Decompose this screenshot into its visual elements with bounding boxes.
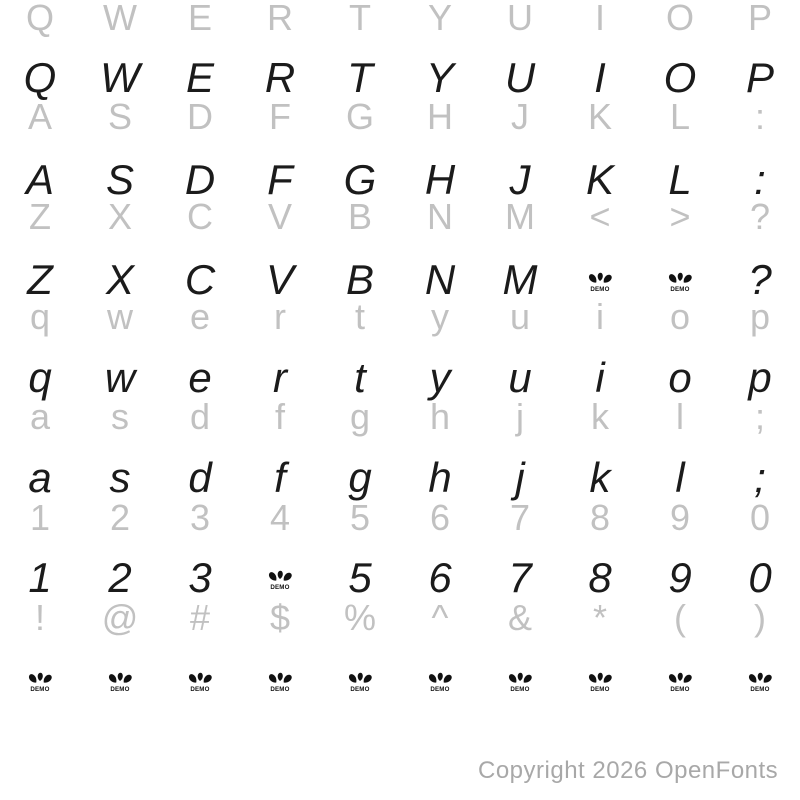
reference-char: ^ <box>431 597 449 638</box>
font-glyph: u <box>508 354 532 401</box>
reference-char: S <box>107 96 132 137</box>
reference-char: 3 <box>189 497 211 538</box>
reference-char: u <box>509 296 531 337</box>
fleuron-demo-icon <box>188 670 212 692</box>
font-glyph: ; <box>754 454 766 501</box>
demo-placeholder-glyph <box>480 659 560 701</box>
reference-char-row <box>0 597 800 638</box>
demo-placeholder-glyph <box>400 659 480 701</box>
fleuron-demo-icon <box>508 670 532 692</box>
reference-char: D <box>187 96 213 137</box>
fleuron-demo-icon <box>748 670 772 692</box>
reference-char: & <box>507 597 532 638</box>
reference-char: 2 <box>109 497 131 538</box>
font-glyph: G <box>343 156 377 203</box>
reference-char: h <box>429 396 451 437</box>
font-glyph: 5 <box>348 554 372 601</box>
reference-char: 1 <box>29 497 51 538</box>
font-glyph: 7 <box>508 554 532 601</box>
demo-placeholder-glyph <box>320 659 400 701</box>
font-glyph: K <box>585 156 614 203</box>
fleuron-demo-icon <box>268 670 292 692</box>
reference-char: ) <box>754 597 766 638</box>
font-glyph: h <box>428 454 452 501</box>
reference-char: 8 <box>589 497 611 538</box>
font-glyph: q <box>28 354 52 401</box>
fleuron-demo-icon <box>28 670 52 692</box>
font-glyph: a <box>28 454 52 501</box>
reference-char: 7 <box>509 497 531 538</box>
font-glyph-row <box>0 54 800 101</box>
reference-char: N <box>427 196 453 237</box>
reference-char: I <box>594 0 605 38</box>
demo-placeholder-glyph <box>720 659 800 701</box>
font-glyph: d <box>188 454 212 501</box>
reference-char: ; <box>754 396 765 437</box>
reference-char: T <box>349 0 371 38</box>
reference-char: A <box>27 96 52 137</box>
reference-char: V <box>267 196 292 237</box>
reference-char: t <box>354 296 365 337</box>
font-glyph: k <box>589 454 611 501</box>
svg-text:DEMO: DEMO <box>350 686 370 692</box>
reference-char: 9 <box>669 497 691 538</box>
reference-char: P <box>747 0 772 38</box>
font-glyph: 6 <box>428 554 452 601</box>
demo-placeholder-glyph <box>0 659 80 701</box>
font-glyph: i <box>595 354 605 401</box>
reference-char: H <box>427 96 453 137</box>
font-glyph: Y <box>425 54 454 101</box>
fleuron-demo-icon <box>268 568 292 590</box>
fleuron-demo-icon <box>428 670 452 692</box>
font-glyph: F <box>267 156 293 203</box>
font-glyph: y <box>429 354 451 401</box>
reference-char-row <box>0 0 800 36</box>
font-glyph-row <box>0 256 800 303</box>
reference-char: r <box>274 296 286 337</box>
reference-char-row <box>0 396 800 437</box>
fleuron-demo-icon <box>348 670 372 692</box>
fleuron-demo-icon <box>668 270 692 292</box>
reference-char: Q <box>25 0 54 38</box>
font-glyph: E <box>185 54 214 101</box>
reference-char: C <box>187 196 213 237</box>
reference-char: Z <box>29 196 51 237</box>
fleuron-demo-icon <box>668 670 692 692</box>
reference-char: 0 <box>749 497 771 538</box>
font-glyph-row <box>0 156 800 203</box>
font-glyph: ? <box>748 256 772 303</box>
reference-char: G <box>345 96 374 137</box>
reference-char: > <box>669 196 691 237</box>
font-glyph-row <box>0 659 800 701</box>
demo-placeholder-glyph <box>640 659 720 701</box>
copyright-text: Copyright 2026 OpenFonts <box>478 757 779 784</box>
reference-char: d <box>189 396 211 437</box>
reference-char: W <box>103 0 137 38</box>
font-glyph: Z <box>27 256 53 303</box>
font-glyph: 1 <box>28 554 52 601</box>
reference-char: j <box>516 396 524 437</box>
demo-placeholder-glyph <box>240 557 320 599</box>
font-glyph-row <box>0 354 800 401</box>
reference-char: B <box>347 196 372 237</box>
reference-char: q <box>29 296 51 337</box>
reference-char: R <box>267 0 293 38</box>
font-glyph: J <box>509 156 531 203</box>
font-glyph: g <box>348 454 372 501</box>
font-glyph: l <box>675 454 685 501</box>
reference-char: E <box>187 0 212 38</box>
demo-placeholder-glyph <box>560 259 640 301</box>
reference-char: O <box>665 0 694 38</box>
svg-text:DEMO: DEMO <box>190 686 210 692</box>
font-glyph-row <box>0 554 800 601</box>
font-glyph: B <box>345 256 374 303</box>
font-glyph: T <box>347 54 373 101</box>
fleuron-demo-icon <box>588 270 612 292</box>
svg-text:DEMO: DEMO <box>270 584 290 590</box>
reference-char: $ <box>269 597 291 638</box>
font-glyph: : <box>754 156 766 203</box>
font-glyph: W <box>100 54 140 101</box>
font-glyph: f <box>274 454 286 501</box>
font-glyph: A <box>25 156 54 203</box>
font-glyph: p <box>748 354 772 401</box>
font-glyph: P <box>745 54 774 101</box>
svg-text:DEMO: DEMO <box>30 686 50 692</box>
reference-char: y <box>431 296 449 337</box>
reference-char: X <box>107 196 132 237</box>
reference-char: w <box>107 296 133 337</box>
font-glyph: M <box>502 256 538 303</box>
reference-char: : <box>754 96 765 137</box>
font-glyph: H <box>424 156 456 203</box>
reference-char: U <box>507 0 533 38</box>
font-glyph: 3 <box>188 554 212 601</box>
reference-char: e <box>189 296 211 337</box>
reference-char: f <box>274 396 285 437</box>
reference-char: F <box>269 96 291 137</box>
font-glyph: O <box>663 54 697 101</box>
font-glyph: N <box>424 256 456 303</box>
font-glyph: s <box>109 454 131 501</box>
reference-char: i <box>596 296 604 337</box>
demo-placeholder-glyph <box>560 659 640 701</box>
font-glyph: Q <box>23 54 57 101</box>
reference-char-row <box>0 196 800 237</box>
font-glyph: C <box>184 256 216 303</box>
font-glyph: X <box>105 256 134 303</box>
font-glyph: D <box>184 156 216 203</box>
demo-placeholder-glyph <box>640 259 720 301</box>
svg-text:DEMO: DEMO <box>670 686 690 692</box>
svg-text:DEMO: DEMO <box>270 686 290 692</box>
reference-char: M <box>505 196 535 237</box>
svg-text:DEMO: DEMO <box>430 686 450 692</box>
reference-char: < <box>589 196 611 237</box>
reference-char: p <box>749 296 771 337</box>
reference-char: Y <box>427 0 452 38</box>
reference-char: a <box>29 396 51 437</box>
reference-char: g <box>349 396 371 437</box>
reference-char: K <box>587 96 612 137</box>
font-glyph: 0 <box>748 554 772 601</box>
reference-char: o <box>669 296 691 337</box>
fleuron-demo-icon <box>588 670 612 692</box>
font-glyph: I <box>594 54 606 101</box>
svg-text:DEMO: DEMO <box>590 686 610 692</box>
fleuron-demo-icon <box>108 670 132 692</box>
svg-text:DEMO: DEMO <box>510 686 530 692</box>
reference-char: k <box>591 396 609 437</box>
font-glyph: o <box>668 354 692 401</box>
reference-char-row <box>0 96 800 137</box>
font-glyph: U <box>504 54 536 101</box>
reference-char-row <box>0 497 800 538</box>
demo-placeholder-glyph <box>160 659 240 701</box>
reference-char: * <box>592 597 607 638</box>
reference-char-row <box>0 296 800 337</box>
reference-char: 5 <box>349 497 371 538</box>
demo-placeholder-glyph <box>80 659 160 701</box>
svg-text:DEMO: DEMO <box>750 686 770 692</box>
reference-char: 4 <box>269 497 291 538</box>
reference-char: # <box>189 597 211 638</box>
demo-placeholder-glyph <box>240 659 320 701</box>
font-glyph: R <box>264 54 296 101</box>
font-glyph-row <box>0 454 800 501</box>
reference-char: J <box>511 96 529 137</box>
font-glyph: t <box>354 354 366 401</box>
svg-text:DEMO: DEMO <box>590 286 610 292</box>
reference-char: ( <box>674 597 686 638</box>
reference-char: ! <box>34 597 45 638</box>
font-glyph: S <box>105 156 134 203</box>
reference-char: 6 <box>429 497 451 538</box>
reference-char: % <box>343 597 376 638</box>
font-glyph: j <box>515 454 525 501</box>
font-glyph: V <box>265 256 294 303</box>
font-glyph: 2 <box>108 554 132 601</box>
svg-text:DEMO: DEMO <box>670 286 690 292</box>
reference-char: s <box>111 396 129 437</box>
reference-char: L <box>669 96 691 137</box>
font-glyph: w <box>104 354 136 401</box>
font-glyph: L <box>668 156 692 203</box>
reference-char: l <box>676 396 684 437</box>
svg-text:DEMO: DEMO <box>110 686 130 692</box>
font-glyph: e <box>188 354 212 401</box>
font-glyph: 8 <box>588 554 612 601</box>
font-glyph: 9 <box>668 554 692 601</box>
font-glyph: r <box>273 354 287 401</box>
reference-char: ? <box>749 196 771 237</box>
reference-char: @ <box>101 597 139 638</box>
